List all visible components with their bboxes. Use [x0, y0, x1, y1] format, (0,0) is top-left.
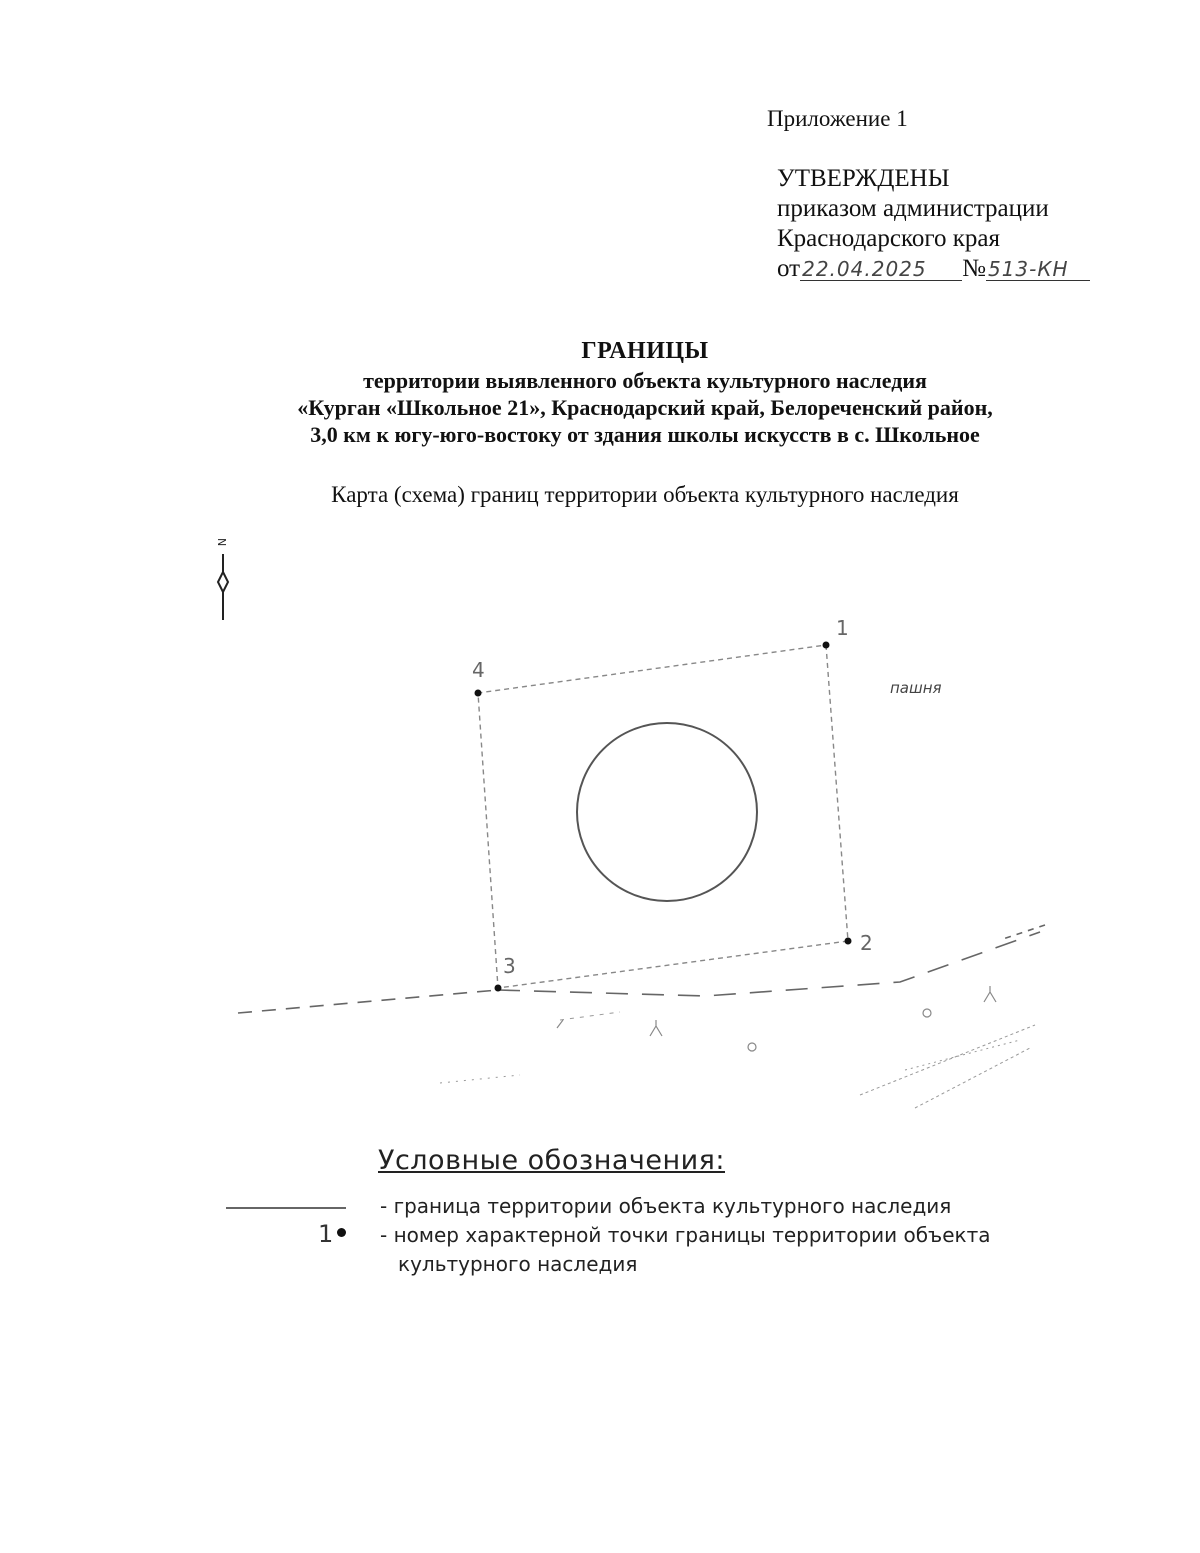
title-line-2: «Курган «Школьное 21», Краснодарский край, Белореченский район,	[297, 395, 993, 420]
land-use-label: пашня	[890, 679, 942, 697]
title-line-1: территории выявленного объекта культурного наследия	[363, 368, 927, 393]
point-4	[472, 658, 485, 697]
date-prefix: от	[777, 255, 801, 282]
boundary-points	[472, 616, 873, 992]
legend-point-number: 1	[318, 1220, 334, 1248]
point-2	[845, 931, 873, 955]
point-4-label: 4	[472, 658, 485, 682]
territory-boundary	[478, 645, 848, 988]
legend-point-desc-1: - номер характерной точки границы территории объекта	[380, 1223, 991, 1247]
document-title	[150, 335, 1140, 448]
approved-region: Краснодарского края	[777, 225, 1000, 252]
approval-date-number	[777, 254, 1090, 284]
handwritten-date: 22.04.2025	[800, 258, 962, 281]
legend-title: Условные обозначения:	[378, 1145, 725, 1176]
legend-boundary-line	[226, 1207, 346, 1209]
north-arrow-icon	[215, 538, 228, 620]
point-2-label: 2	[860, 931, 873, 955]
boundary-map	[0, 520, 1200, 1120]
handwritten-number: 513-КН	[986, 258, 1090, 281]
approval-block	[777, 164, 1090, 284]
point-3	[495, 954, 516, 992]
north-label: N	[215, 538, 228, 547]
title-line-3: 3,0 км к югу-юго-востоку от здания школы искусств в с. Школьное	[310, 422, 980, 447]
approved-heading: УТВЕРЖДЕНЫ	[777, 165, 950, 192]
appendix-label: Приложение 1	[767, 106, 908, 131]
legend-point-desc-2: культурного наследия	[398, 1252, 638, 1276]
legend-boundary-desc: - граница территории объекта культурного наследия	[380, 1194, 952, 1218]
map-subtitle: Карта (схема) границ территории объекта культурного наследия	[331, 482, 959, 507]
title-main: ГРАНИЦЫ	[581, 338, 709, 364]
field-hatch-lines	[440, 1012, 1035, 1108]
number-prefix: №	[962, 255, 986, 282]
point-1-label: 1	[836, 616, 849, 640]
terrain-symbols	[557, 986, 996, 1051]
mound-outline	[577, 723, 757, 901]
legend-point-dot-icon	[337, 1228, 346, 1237]
point-3-label: 3	[503, 954, 516, 978]
point-1	[823, 616, 849, 649]
approved-by-order: приказом администрации	[777, 195, 1049, 222]
